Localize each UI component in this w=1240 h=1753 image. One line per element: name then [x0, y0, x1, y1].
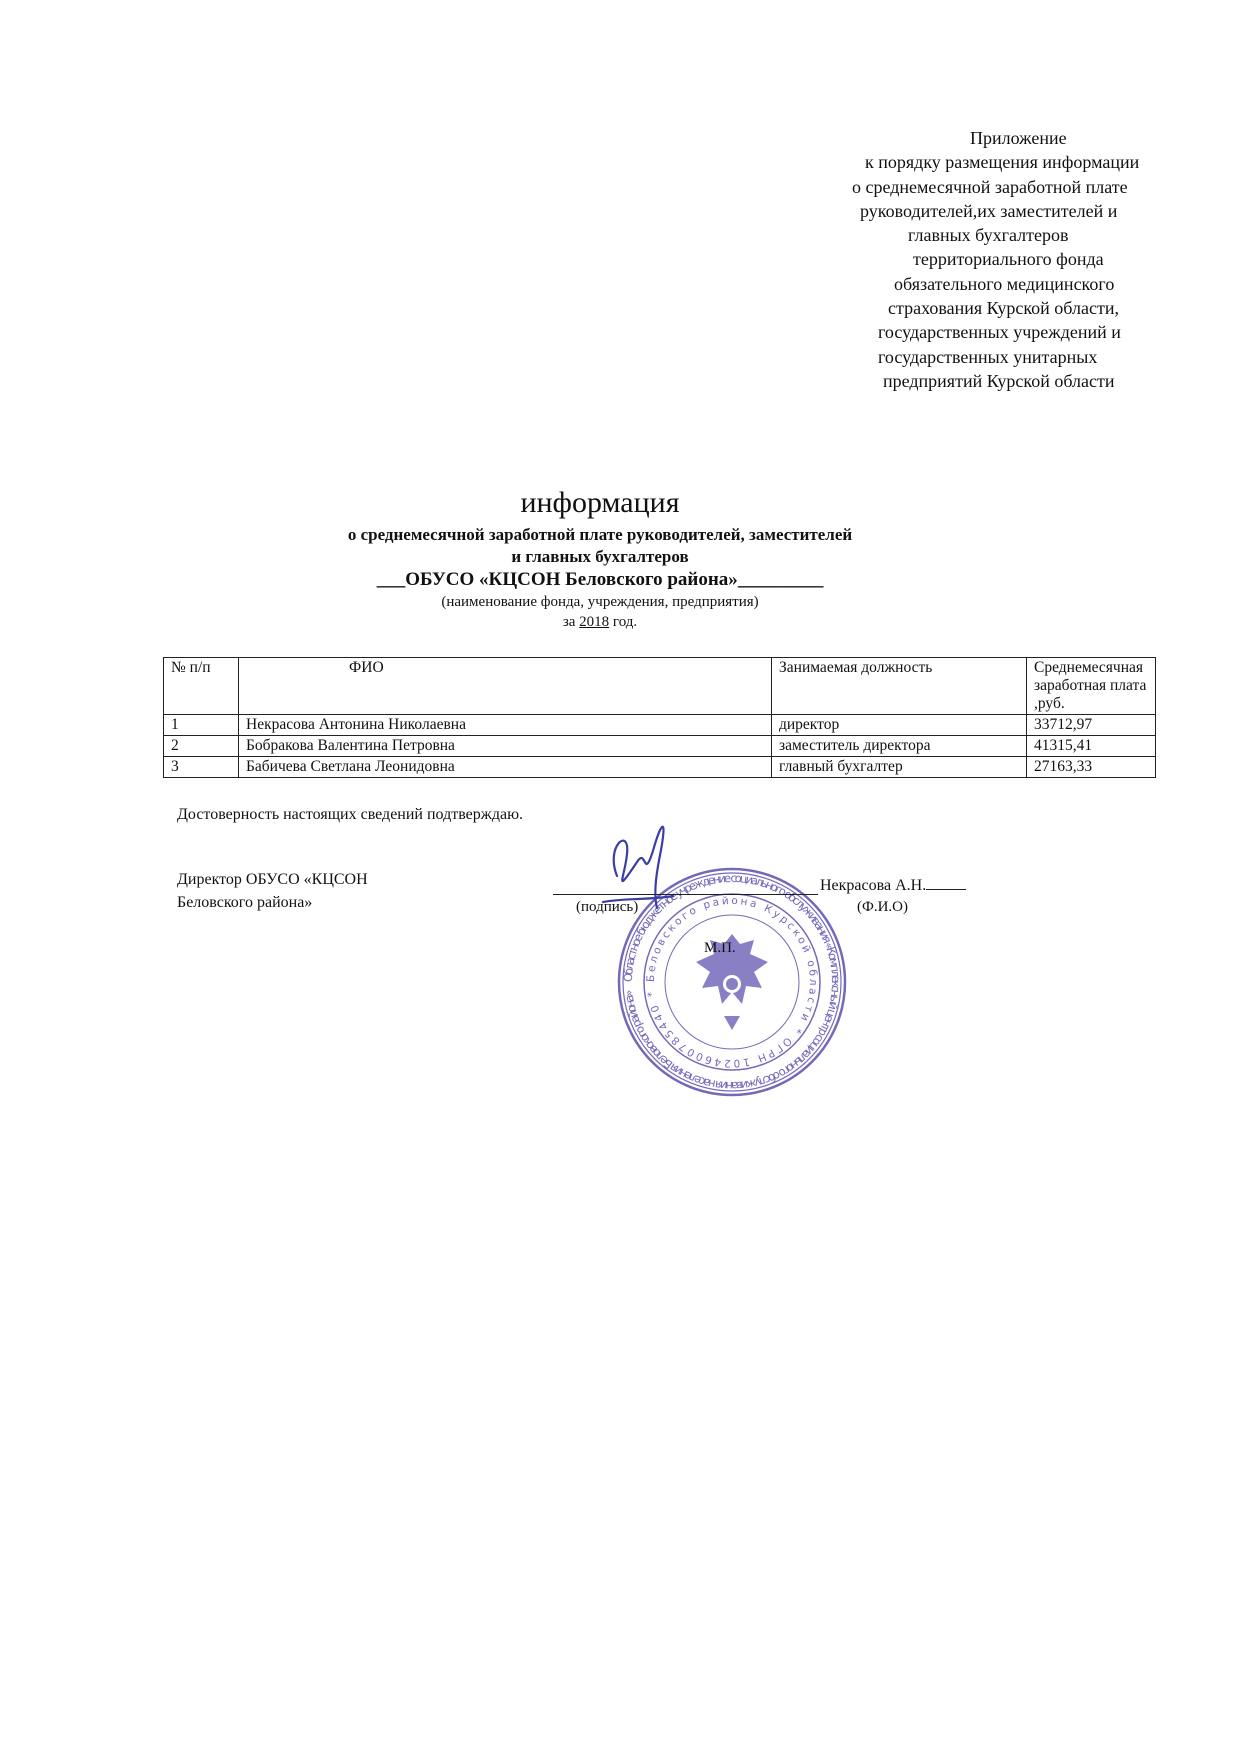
org-prefix: ___: [376, 569, 406, 590]
appendix-line: территориального фонда: [913, 249, 1104, 270]
appendix-line: государственных унитарных: [878, 346, 1098, 367]
cell-number: 2: [164, 736, 239, 757]
header-position: Занимаемая должность: [772, 658, 1027, 715]
table-row: [164, 757, 1156, 778]
appendix-line: государственных учреждений и: [878, 322, 1121, 343]
cell-position: заместитель директора: [772, 736, 1027, 757]
table-row: [164, 736, 1156, 757]
seal-inner-text: Беловского района Курской области * ОГРН 1024600785440 *: [644, 894, 820, 1070]
title-line-1: о среднемесячной заработной плате руководителей, заместителей: [347, 525, 853, 544]
appendix-line: главных бухгалтеров: [908, 225, 1069, 246]
appendix-line: страхования Курской области,: [888, 298, 1119, 319]
cell-salary: 27163,33: [1027, 757, 1156, 778]
seal-place-mark: М.П.: [704, 940, 736, 956]
report-year: [300, 612, 900, 632]
appendix-line: обязательного медицинского: [894, 273, 1115, 294]
appendix-line: предприятий Курской области: [883, 370, 1115, 391]
table-row: [164, 715, 1156, 736]
org-suffix: _________: [737, 569, 824, 590]
cell-salary: 41315,41: [1027, 736, 1156, 757]
cell-number: 3: [164, 757, 239, 778]
header-number: № п/п: [164, 658, 239, 715]
document-title: информация: [520, 486, 680, 519]
director-title: [177, 868, 368, 914]
fio-caption: (Ф.И.О): [857, 899, 909, 915]
cell-position: главный бухгалтер: [772, 757, 1027, 778]
year-value: 2018: [579, 614, 610, 630]
header-salary: Среднемесячная заработная плата ,руб.: [1027, 658, 1156, 715]
director-line-2: Беловского района»: [177, 894, 313, 911]
signature-caption: (подпись): [576, 899, 639, 915]
document-heading: [300, 486, 900, 632]
confirmation-text: Достоверность настоящих сведений подтверждаю.: [177, 806, 524, 823]
seal-outer-text: Областное бюджетное учреждение социального обслуживания «Комплексный центр социального обслуживания населения Беловского района»: [620, 870, 844, 1094]
cell-position: директор: [772, 715, 1027, 736]
year-suffix: год.: [609, 614, 638, 630]
signer-name-underline: [926, 889, 966, 890]
org-name: ОБУСО «КЦСОН Беловского района»: [405, 569, 738, 590]
salary-table: [163, 657, 1156, 778]
year-prefix: за: [562, 614, 580, 630]
title-line-2: и главных бухгалтеров: [511, 547, 689, 566]
appendix-line: о среднемесячной заработной плате: [852, 176, 1128, 197]
table-header-row: [164, 658, 1156, 715]
header-fio: ФИО: [239, 658, 772, 715]
cell-fio: Бобракова Валентина Петровна: [239, 736, 772, 757]
appendix-line: руководителей,их заместителей и: [860, 200, 1118, 221]
director-line-1: Директор ОБУСО «КЦСОН: [177, 871, 368, 888]
signer-name-text: Некрасова А.Н.: [820, 877, 927, 894]
appendix-line: Приложение: [970, 128, 1067, 148]
organization-name: [300, 568, 900, 592]
cell-fio: Бабичева Светлана Леонидовна: [239, 757, 772, 778]
signer-name: [820, 877, 966, 895]
cell-fio: Некрасова Антонина Николаевна: [239, 715, 772, 736]
organization-caption: (наименование фонда, учреждения, предприятия): [441, 594, 759, 610]
cell-number: 1: [164, 715, 239, 736]
signature-line: [553, 894, 818, 895]
cell-salary: 33712,97: [1027, 715, 1156, 736]
appendix-block: [840, 126, 1180, 393]
appendix-line: к порядку размещения информации: [865, 152, 1140, 173]
